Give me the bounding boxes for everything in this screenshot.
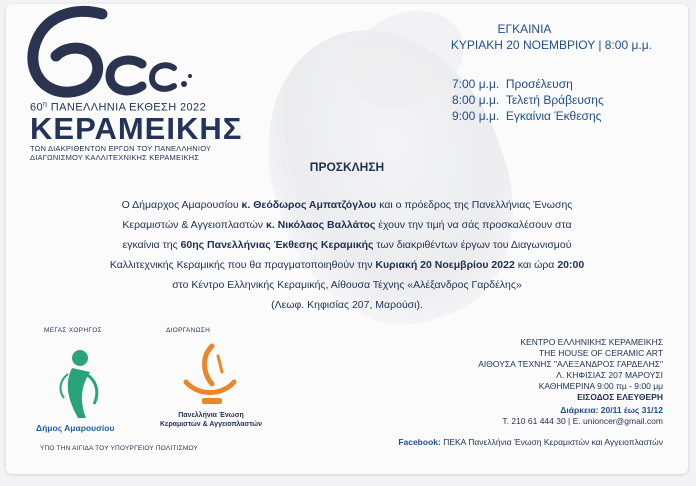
venue-info-block <box>478 337 663 427</box>
event-time: 20:00 <box>557 259 585 271</box>
exhibition-duration: Διάρκεια: 20/11 έως 31/12 <box>560 405 663 415</box>
exhibition-line4: ΔΙΑΓΩΝΙΣΜΟΥ ΚΑΛΛΙΤΕΧΝΙΚΗΣ ΚΕΡΑΜΕΙΚΗΣ <box>30 152 200 162</box>
major-sponsor-label: ΜΕΓΑΣ ΧΟΡΗΓΟΣ <box>44 327 102 334</box>
municipality-name: Δήμος Αμαρουσίου <box>36 423 115 433</box>
body-text: Κεραμιστών & Αγγειοπλαστών <box>122 219 266 231</box>
opening-title: ΕΓΚΑΙΝΙΑ <box>497 22 552 36</box>
invitation-heading: ΠΡΟΣΚΛΗΣΗ <box>309 160 385 174</box>
president-name: κ. Νικόλαος Βαλλάτος <box>265 219 376 231</box>
body-text: των διακριθέντων έργων του Διαγωνισμού <box>373 239 572 251</box>
opening-block <box>451 22 652 52</box>
body-line: στο Κέντρο Ελληνικής Κεραμικής, Αίθουσα Τέχνης «Αλέξανδρος Γαρδέλης» <box>172 279 522 291</box>
schedule-item <box>452 108 604 124</box>
organizer-name <box>156 411 266 429</box>
schedule-time: 8:00 μ.μ. <box>452 93 500 107</box>
contact-info: Τ. 210 61 444 30 | Ε. unioncer@gmail.com <box>502 416 663 426</box>
exhibition-name: 60ης Πανελλήνιας Έκθεσης Κεραμικής <box>180 239 374 251</box>
municipality-logo-icon <box>50 344 110 422</box>
venue-line: Λ. ΚΗΦΙΣΙΑΣ 207 ΜΑΡΟΥΣΙ <box>556 370 663 380</box>
organizer-name-line1: Πανελλήνια Ένωση <box>178 412 244 419</box>
venue-line: ΑΙΘΟΥΣΑ ΤΕΧΝΗΣ "ΑΛΕΞΑΝΔΡΟΣ ΓΑΡΔΕΛΗΣ" <box>478 359 663 369</box>
body-text: εγκαίνια της <box>122 239 181 251</box>
opening-date: ΚΥΡΙΑΚΗ 20 ΝΟΕΜΒΡΙΟΥ | 8:00 μ.μ. <box>450 38 652 52</box>
facebook-label: Facebook: <box>398 437 441 447</box>
schedule-event: Τελετή Βράβευσης <box>505 93 604 107</box>
venue-line: ΚΕΝΤΡΟ ΕΛΛΗΝΙΚΗΣ ΚΕΡΑΜΕΙΚΗΣ <box>520 337 663 347</box>
schedule-list <box>452 76 604 124</box>
body-text: Καλλιτεχνικής Κεραμικής που θα πραγματοποιηθούν την <box>109 259 376 271</box>
exhibition-line2: ΚΕΡΑΜΕΙΚΗΣ <box>30 110 243 146</box>
facebook-line <box>398 437 663 447</box>
body-text: και ο πρόεδρος της Πανελλήνιας Ένωσης <box>376 199 573 211</box>
schedule-time: 9:00 μ.μ. <box>452 109 500 123</box>
body-line <box>26 195 668 215</box>
exhibition-line1-rest: ΠΑΝΕΛΛΗΝΙΑ ΕΚΘΕΣΗ 2022 <box>47 101 207 114</box>
venue-line: THE HOUSE OF CERAMIC ART <box>538 348 663 358</box>
venue-hours: ΚΑΘΗΜΕΡΙΝΑ 9:00 πμ - 9:00 μμ <box>538 381 663 391</box>
schedule-event: Εγκαίνια Έκθεσης <box>505 109 602 123</box>
mayor-name: κ. Θεόδωρος Αμπατζόγλου <box>241 199 377 211</box>
body-text: έχουν την τιμή να σάς προσκαλέσουν στα <box>375 219 572 231</box>
exhibition-number-sup: η <box>43 101 48 108</box>
invitation-body <box>26 195 668 315</box>
organizer-logo-icon <box>178 342 242 410</box>
body-text: και ώρα <box>514 259 558 271</box>
ministry-support-text: ΥΠΟ ΤΗΝ ΑΙΓΙΔΑ ΤΟΥ ΥΠΟΥΡΓΕΙΟΥ ΠΟΛΙΤΙΣΜΟΥ <box>40 445 199 452</box>
organizer-label: ΔΙΟΡΓΑΝΩΣΗ <box>166 327 211 334</box>
schedule-item <box>452 92 604 108</box>
sixty-logo-icon <box>24 4 194 102</box>
schedule-event: Προσέλευση <box>505 77 573 91</box>
exhibition-number: 60 <box>30 101 44 114</box>
body-line <box>26 235 668 255</box>
body-line <box>26 215 668 235</box>
exhibition-title-block <box>30 101 260 162</box>
invitation-card <box>6 4 688 474</box>
body-line <box>26 255 668 275</box>
schedule-item <box>452 76 604 92</box>
schedule-time: 7:00 μ.μ. <box>452 77 500 91</box>
exhibition-line3: ΤΩΝ ΔΙΑΚΡΙΘΕΝΤΩΝ ΕΡΓΩΝ ΤΟΥ ΠΑΝΕΛΛΗΝΙΟΥ <box>30 143 212 153</box>
organizer-name-line2: Κεραμιστών & Αγγειοπλαστών <box>159 421 263 428</box>
venue-free-entry: ΕΙΣΟΔΟΣ ΕΛΕΥΘΕΡΗ <box>577 392 663 402</box>
event-date: Κυριακή 20 Νοεμβρίου 2022 <box>375 259 515 271</box>
body-text: Ο Δήμαρχος Αμαρουσίου <box>121 199 242 211</box>
body-line: (Λεωφ. Κηφισίας 207, Μαρούσι). <box>271 299 423 311</box>
facebook-page-name: ΠΕΚΑ Πανελλήνια Ένωση Κεραμιστών και Αγγειοπλαστών <box>440 437 663 447</box>
